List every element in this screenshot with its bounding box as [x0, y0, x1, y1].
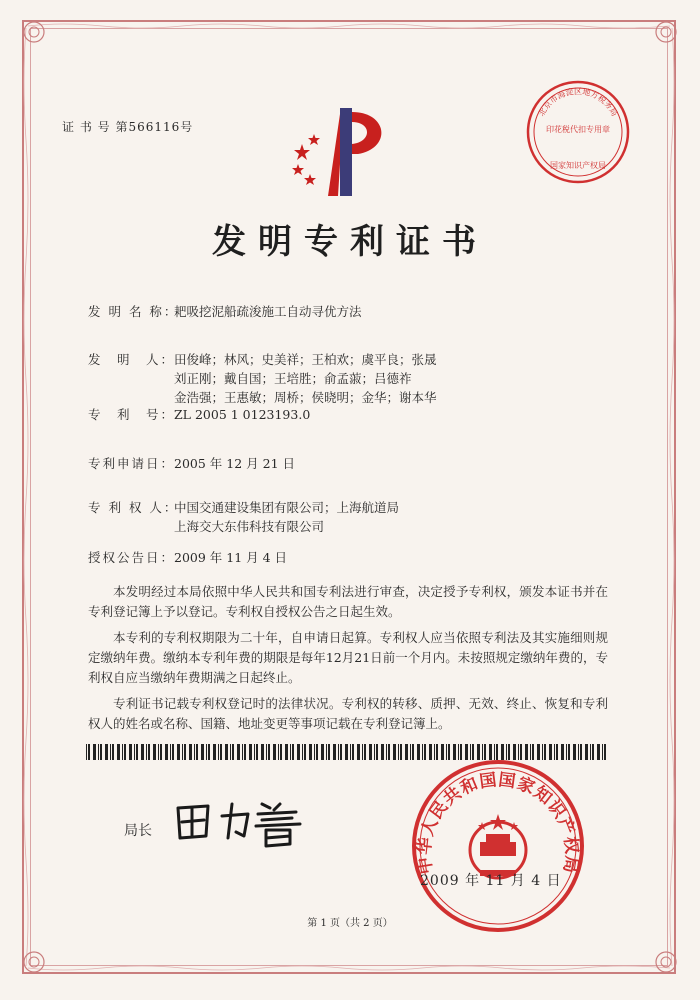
- issue-date: 2009 年 11 月 4 日: [420, 873, 562, 889]
- barcode-bar: [309, 744, 312, 760]
- barcode-bar: [153, 744, 156, 760]
- barcode-bar: [194, 744, 195, 760]
- barcode-bar: [237, 744, 240, 760]
- page-number: 第 1 页（共 2 页）: [307, 918, 393, 929]
- field-patentee: [88, 498, 399, 536]
- barcode-bar: [172, 744, 174, 760]
- barcode-bar: [206, 744, 207, 760]
- barcode-bar: [602, 744, 603, 760]
- barcode-bar: [160, 744, 162, 760]
- barcode-bar: [304, 744, 306, 760]
- barcode-bar: [321, 744, 324, 760]
- barcode-bar: [374, 744, 375, 760]
- barcode-bar: [201, 744, 204, 760]
- body-paragraph: 本专利的专利权期限为二十年，自申请日起算。专利权人应当依照专利法及其实施细则规定缴纳年费。缴纳本专利年费的期限是每年12月21日前一个月内。未按照规定缴纳年费的，专利权自应当缴纳年费期满之日起终止。: [88, 630, 608, 685]
- patent-number: ZL 2005 1 0123193.0: [174, 407, 311, 422]
- barcode-bar: [280, 744, 282, 760]
- barcode-bar: [604, 744, 606, 760]
- barcode-bar: [362, 744, 363, 760]
- field-label: 授权公告日：: [88, 550, 176, 565]
- barcode-bar: [105, 744, 108, 760]
- filing-date: 2005 年 12 月 21 日: [174, 456, 295, 471]
- barcode-bar: [338, 744, 339, 760]
- barcode-bar: [158, 744, 159, 760]
- tax-seal-stamp: [524, 78, 632, 186]
- barcode-bar: [292, 744, 294, 760]
- barcode-bar: [189, 744, 192, 760]
- barcode-bar: [369, 744, 372, 760]
- sipo-emblem-icon: [288, 104, 398, 200]
- patentee-line: 上海交大东伟科技有限公司: [174, 519, 325, 534]
- barcode-bar: [213, 744, 216, 760]
- grant-date: 2009 年 11 月 4 日: [174, 550, 288, 565]
- field-label: 发 明 人：: [88, 352, 176, 367]
- barcode-bar: [393, 744, 396, 760]
- barcode-bar: [93, 744, 96, 760]
- barcode-bar: [266, 744, 267, 760]
- barcode-bar: [592, 744, 594, 760]
- barcode-bar: [146, 744, 147, 760]
- invention-name: 耙吸挖泥船疏浚施工自动寻优方法: [174, 304, 362, 319]
- barcode-bar: [316, 744, 318, 760]
- barcode-bar: [122, 744, 123, 760]
- barcode-bar: [129, 744, 132, 760]
- patentee-line: 中国交通建设集团有限公司；上海航道局: [174, 500, 400, 515]
- barcode-bar: [381, 744, 384, 760]
- barcode-bar: [590, 744, 591, 760]
- body-paragraph: 本发明经过本局依照中华人民共和国专利法进行审查，决定授予专利权，颁发本证书并在专利登记簿上予以登记。专利权自授权公告之日起生效。: [88, 584, 608, 619]
- director-signature: [170, 794, 310, 850]
- barcode-bar: [350, 744, 351, 760]
- barcode-bar: [364, 744, 366, 760]
- svg-text:印花税代扣专用章: 印花税代扣专用章: [546, 125, 610, 134]
- barcode-bar: [100, 744, 102, 760]
- barcode-bar: [357, 744, 360, 760]
- barcode-bar: [110, 744, 111, 760]
- certificate-title: 发明专利证书: [212, 222, 488, 262]
- barcode-bar: [376, 744, 378, 760]
- field-patent-number: [88, 405, 310, 424]
- barcode-bar: [208, 744, 210, 760]
- barcode-bar: [218, 744, 219, 760]
- barcode-bar: [285, 744, 288, 760]
- certificate-number: 证 书 号 第566116号: [62, 120, 194, 134]
- field-invention-name: [88, 302, 362, 321]
- barcode-bar: [302, 744, 303, 760]
- barcode-bar: [220, 744, 222, 760]
- barcode-bar: [405, 744, 408, 760]
- barcode-bar: [268, 744, 270, 760]
- body-paragraph: 专利证书记载专利权登记时的法律状况。专利权的转移、质押、无效、终止、恢复和专利权人的姓名或名称、国籍、地址变更等事项记载在专利登记簿上。: [88, 696, 608, 731]
- barcode-bar: [232, 744, 234, 760]
- barcode-bar: [290, 744, 291, 760]
- barcode-bar: [297, 744, 300, 760]
- barcode-bar: [314, 744, 315, 760]
- corner-ornament: [20, 930, 66, 976]
- barcode-bar: [184, 744, 186, 760]
- barcode-bar: [249, 744, 252, 760]
- barcode-bar: [273, 744, 276, 760]
- barcode-bar: [148, 744, 150, 760]
- barcode-bar: [400, 744, 402, 760]
- barcode-bar: [254, 744, 255, 760]
- svg-text:国家知识产权局: 国家知识产权局: [550, 161, 606, 170]
- barcode-bar: [261, 744, 264, 760]
- barcode-bar: [244, 744, 246, 760]
- barcode-bar: [256, 744, 258, 760]
- corner-ornament: [634, 18, 680, 64]
- field-inventors: [88, 350, 437, 407]
- barcode-bar: [328, 744, 330, 760]
- svg-text:中华人民共和国国家知识产权局: 中华人民共和国国家知识产权局: [414, 770, 582, 876]
- corner-ornament: [20, 18, 66, 64]
- barcode-bar: [98, 744, 99, 760]
- field-filing-date: [88, 454, 295, 473]
- field-label: 专 利 号：: [88, 407, 176, 422]
- field-label: 发 明 名 称：: [88, 304, 179, 319]
- field-label: 专利申请日：: [88, 456, 176, 471]
- barcode-bar: [388, 744, 390, 760]
- barcode-bar: [345, 744, 348, 760]
- inventors-line: 田俊峰；林风；史美祥；王柏欢；虞平良；张晟: [174, 352, 437, 367]
- barcode-bar: [196, 744, 198, 760]
- barcode-bar: [170, 744, 171, 760]
- official-seal-stamp: [410, 758, 586, 934]
- barcode-bar: [278, 744, 279, 760]
- barcode-bar: [340, 744, 342, 760]
- barcode-bar: [141, 744, 144, 760]
- inventors-line: 刘正刚；戴自国；王培胜；俞孟蔋；吕德祚: [174, 371, 412, 386]
- barcode-bar: [225, 744, 228, 760]
- barcode-bar: [242, 744, 243, 760]
- barcode-bar: [88, 744, 90, 760]
- barcode-bar: [117, 744, 120, 760]
- barcode-bar: [124, 744, 126, 760]
- chief-label: 局长: [124, 823, 152, 839]
- certificate-body: [88, 582, 608, 740]
- corner-ornament: [634, 930, 680, 976]
- barcode-bar: [86, 744, 87, 760]
- barcode-bar: [112, 744, 114, 760]
- barcode-bar: [597, 744, 600, 760]
- inventors-line: 金浩强；王惠敏；周桥；侯晓明；金华；谢本华: [174, 390, 437, 405]
- barcode-bar: [134, 744, 135, 760]
- barcode-bar: [352, 744, 354, 760]
- barcode-bar: [326, 744, 327, 760]
- svg-text:北京市海淀区地方税务局: 北京市海淀区地方税务局: [536, 87, 620, 118]
- field-grant-date: [88, 548, 287, 567]
- barcode-bar: [386, 744, 387, 760]
- barcode-bar: [182, 744, 183, 760]
- barcode-bar: [333, 744, 336, 760]
- barcode-bar: [136, 744, 138, 760]
- barcode-bar: [230, 744, 231, 760]
- barcode-bar: [165, 744, 168, 760]
- barcode-bar: [177, 744, 180, 760]
- field-label: 专 利 权 人：: [88, 500, 179, 515]
- barcode-bar: [398, 744, 399, 760]
